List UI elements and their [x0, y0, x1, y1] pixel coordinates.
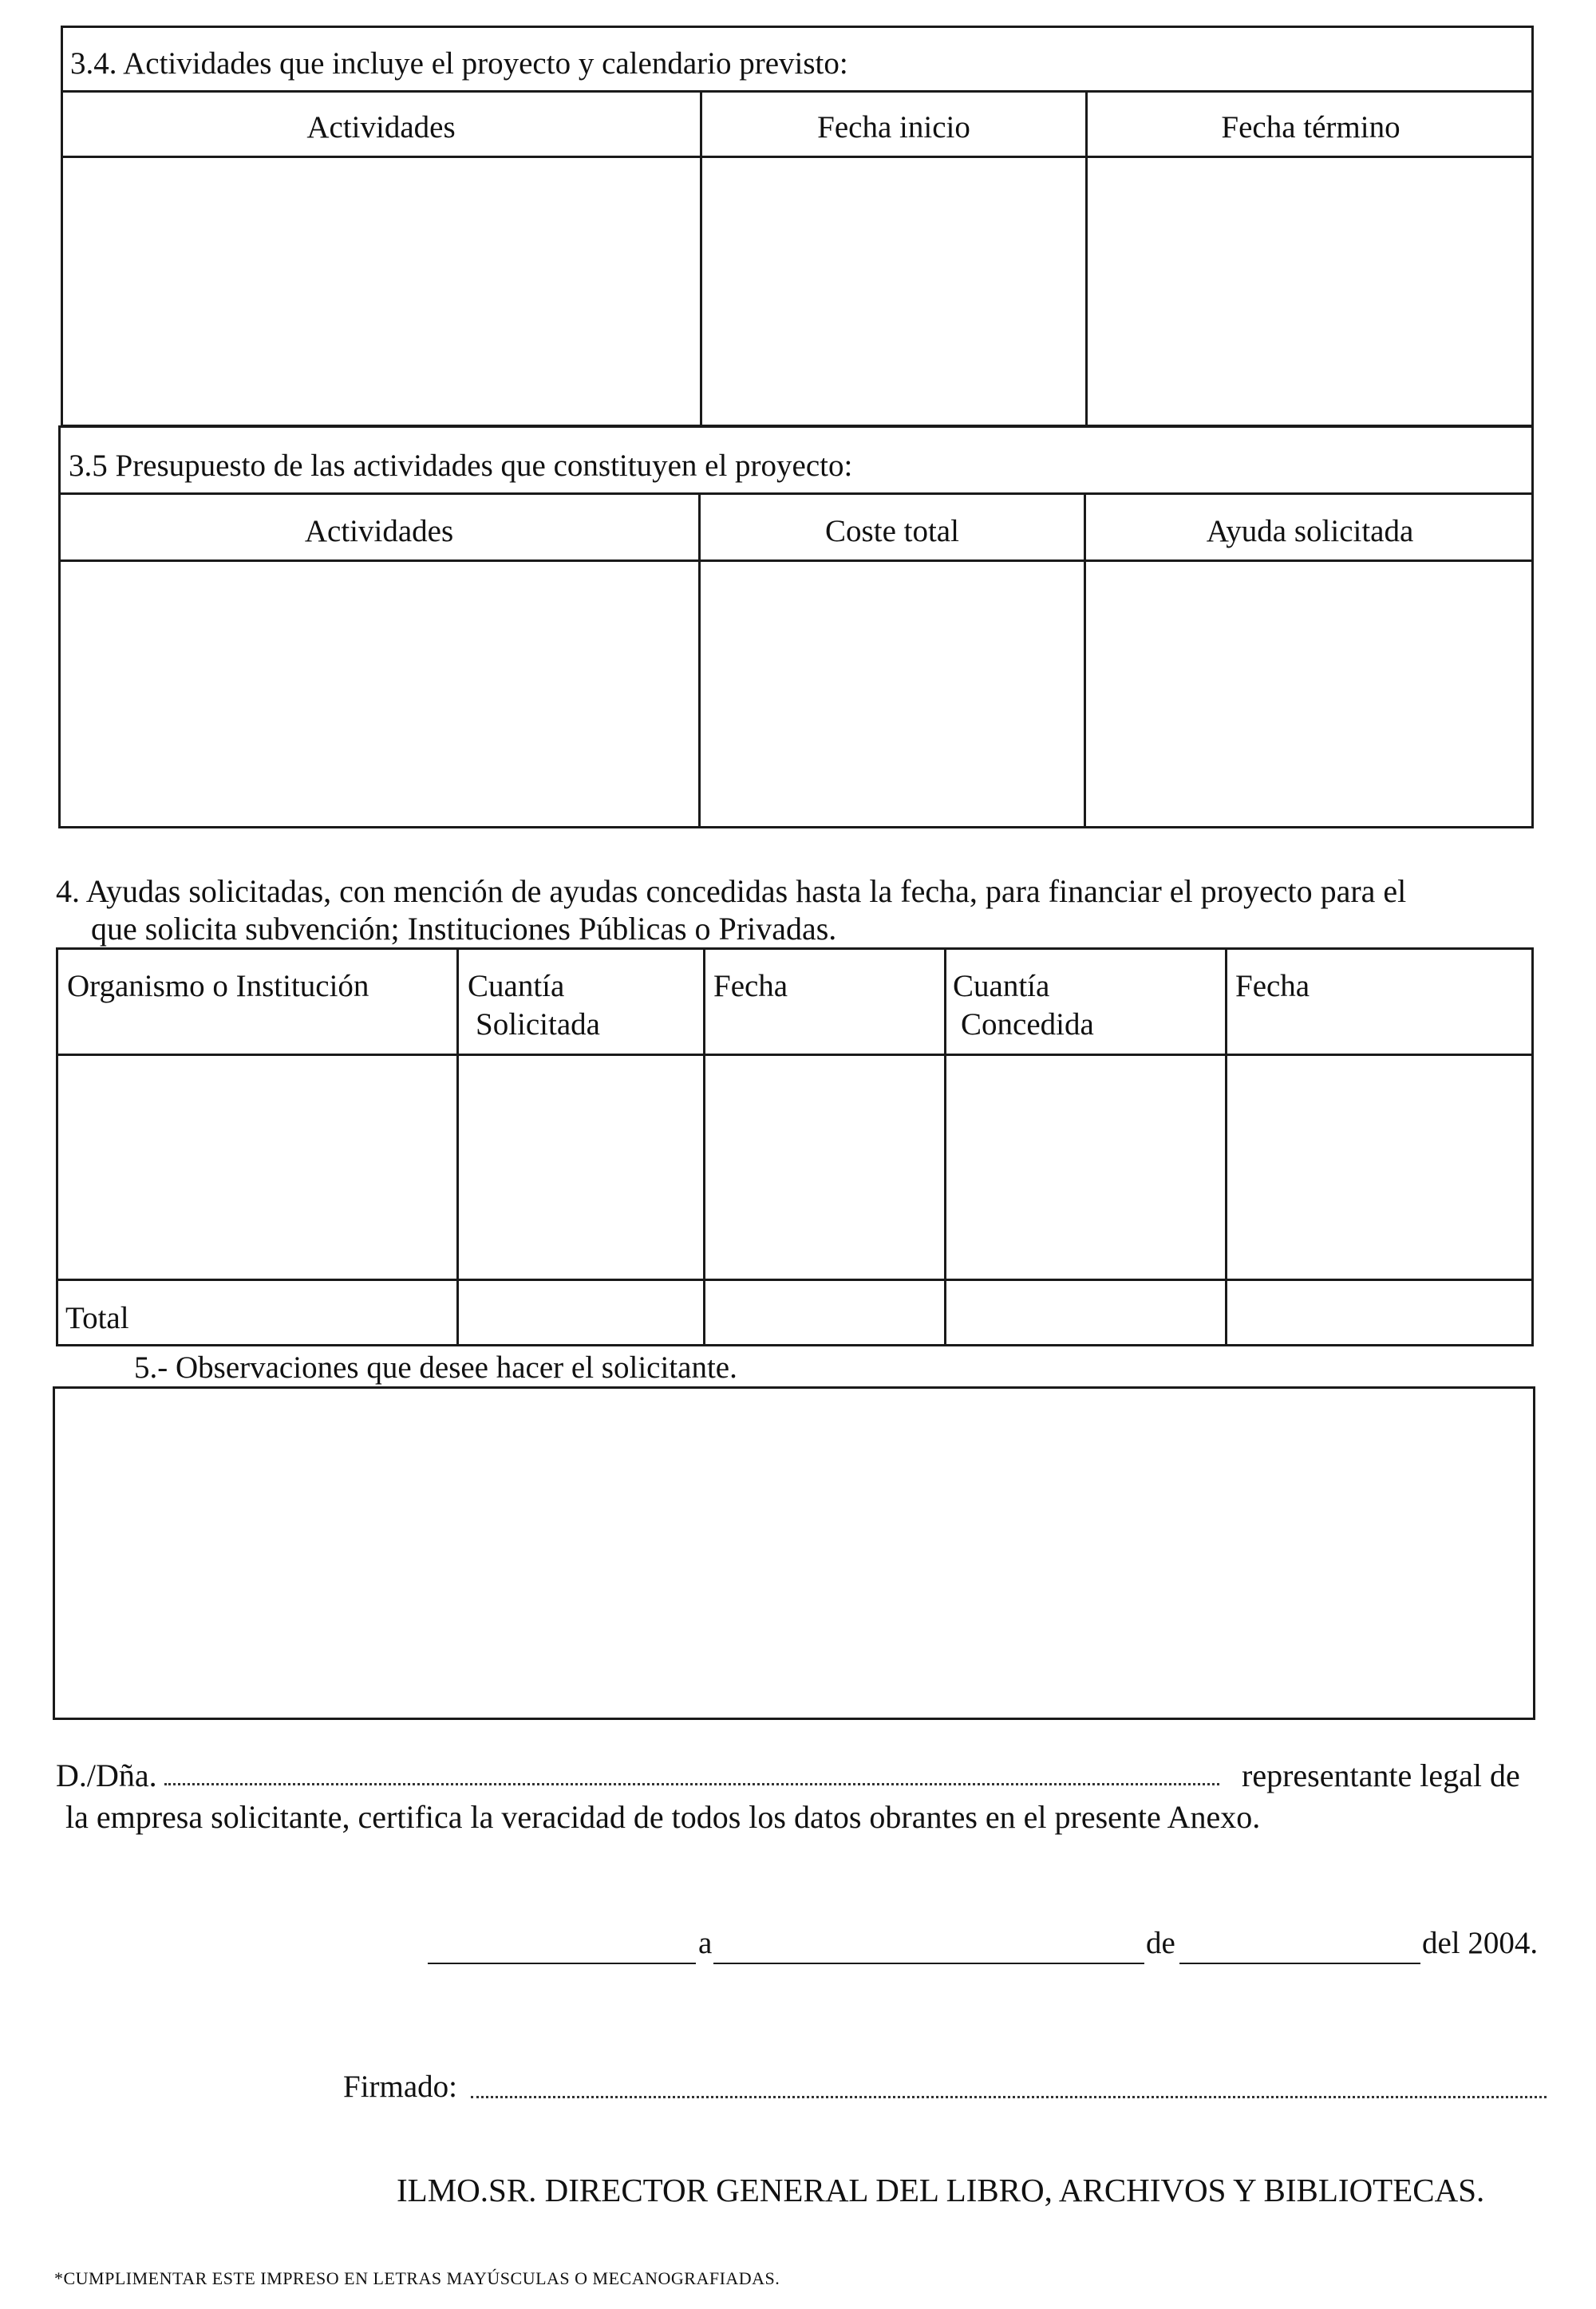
header-cuantia-concedida-2: Concedida: [961, 1007, 1094, 1042]
date-a: a: [698, 1926, 713, 1960]
date-de: de: [1146, 1926, 1175, 1960]
footnote: *CUMPLIMENTAR ESTE IMPRESO EN LETRAS MAYÚSCULAS O MECANOGRAFIADAS.: [54, 2268, 780, 2288]
grant-date-cell[interactable]: [1228, 1057, 1531, 1276]
divider: [58, 559, 1534, 562]
header-organismo: Organismo o Institución: [67, 969, 369, 1003]
header-fecha-inicio: Fecha inicio: [817, 110, 970, 144]
total-cost-cell[interactable]: [701, 563, 1081, 826]
divider: [61, 156, 1534, 158]
certification-line-2: la empresa solicitante, certifica la veracidad de todos los datos obrantes en el presente Anexo.: [65, 1799, 1261, 1835]
signature-fill-line[interactable]: [471, 2096, 1547, 2098]
observations-box[interactable]: [53, 1386, 1535, 1720]
certification-prefix: D./Dña.: [56, 1757, 157, 1793]
addressee: ILMO.SR. DIRECTOR GENERAL DEL LIBRO, ARCHIVOS Y BIBLIOTECAS.: [397, 2172, 1485, 2208]
request-date-cell[interactable]: [706, 1057, 942, 1276]
header-cuantia-solicitada-2: Solicitada: [476, 1007, 600, 1042]
signature-label: Firmado:: [343, 2070, 457, 2104]
section-3-4-title: 3.4. Actividades que incluye el proyecto y calendario previsto:: [70, 46, 848, 81]
name-fill-line[interactable]: [164, 1783, 1219, 1785]
budget-activities-cell[interactable]: [61, 563, 696, 826]
section-3-5-title: 3.5 Presupuesto de las actividades que constituyen el proyecto:: [69, 449, 853, 483]
divider: [456, 947, 459, 1346]
header-fecha-termino: Fecha término: [1221, 110, 1400, 144]
section-4-line-1: 4. Ayudas solicitadas, con mención de ayudas concedidas hasta la fecha, para financiar el proyecto para el: [56, 873, 1407, 909]
header-cuantia-solicitada: Cuantía: [468, 969, 565, 1003]
date-year: del 2004.: [1422, 1926, 1539, 1960]
activities-cell[interactable]: [64, 159, 697, 425]
total-date-cell[interactable]: [706, 1282, 942, 1344]
header-actividades: Actividades: [304, 514, 454, 548]
divider: [1225, 947, 1227, 1346]
granted-amount-cell[interactable]: [947, 1057, 1223, 1276]
divider: [944, 947, 946, 1346]
header-cuantia-concedida: Cuantía: [953, 969, 1050, 1003]
month-fill-line[interactable]: [1179, 1963, 1420, 1964]
header-ayuda-solicitada: Ayuda solicitada: [1206, 514, 1414, 548]
day-fill-line[interactable]: [713, 1963, 1144, 1964]
certification-suffix: representante legal de: [1242, 1757, 1520, 1793]
total-grant-date-cell[interactable]: [1228, 1282, 1531, 1344]
place-fill-line[interactable]: [428, 1963, 696, 1964]
header-coste-total: Coste total: [825, 514, 959, 548]
divider: [56, 1054, 1534, 1056]
divider: [58, 492, 1534, 495]
section-4-line-2: que solicita subvención; Instituciones Públicas o Privadas.: [91, 911, 837, 947]
divider: [56, 1279, 1534, 1281]
header-fecha: Fecha: [713, 969, 788, 1003]
divider: [61, 90, 1534, 93]
total-granted-cell[interactable]: [947, 1282, 1223, 1344]
requested-amount-cell[interactable]: [460, 1057, 701, 1276]
header-actividades: Actividades: [306, 110, 456, 144]
start-date-cell[interactable]: [703, 159, 1083, 425]
institution-cell[interactable]: [59, 1057, 454, 1276]
total-requested-cell[interactable]: [460, 1282, 701, 1344]
end-date-cell[interactable]: [1088, 159, 1531, 425]
header-fecha: Fecha: [1235, 969, 1310, 1003]
requested-aid-cell[interactable]: [1087, 563, 1531, 826]
section-5-title: 5.- Observaciones que desee hacer el solicitante.: [134, 1350, 737, 1385]
divider: [703, 947, 705, 1346]
total-label: Total: [65, 1301, 129, 1335]
